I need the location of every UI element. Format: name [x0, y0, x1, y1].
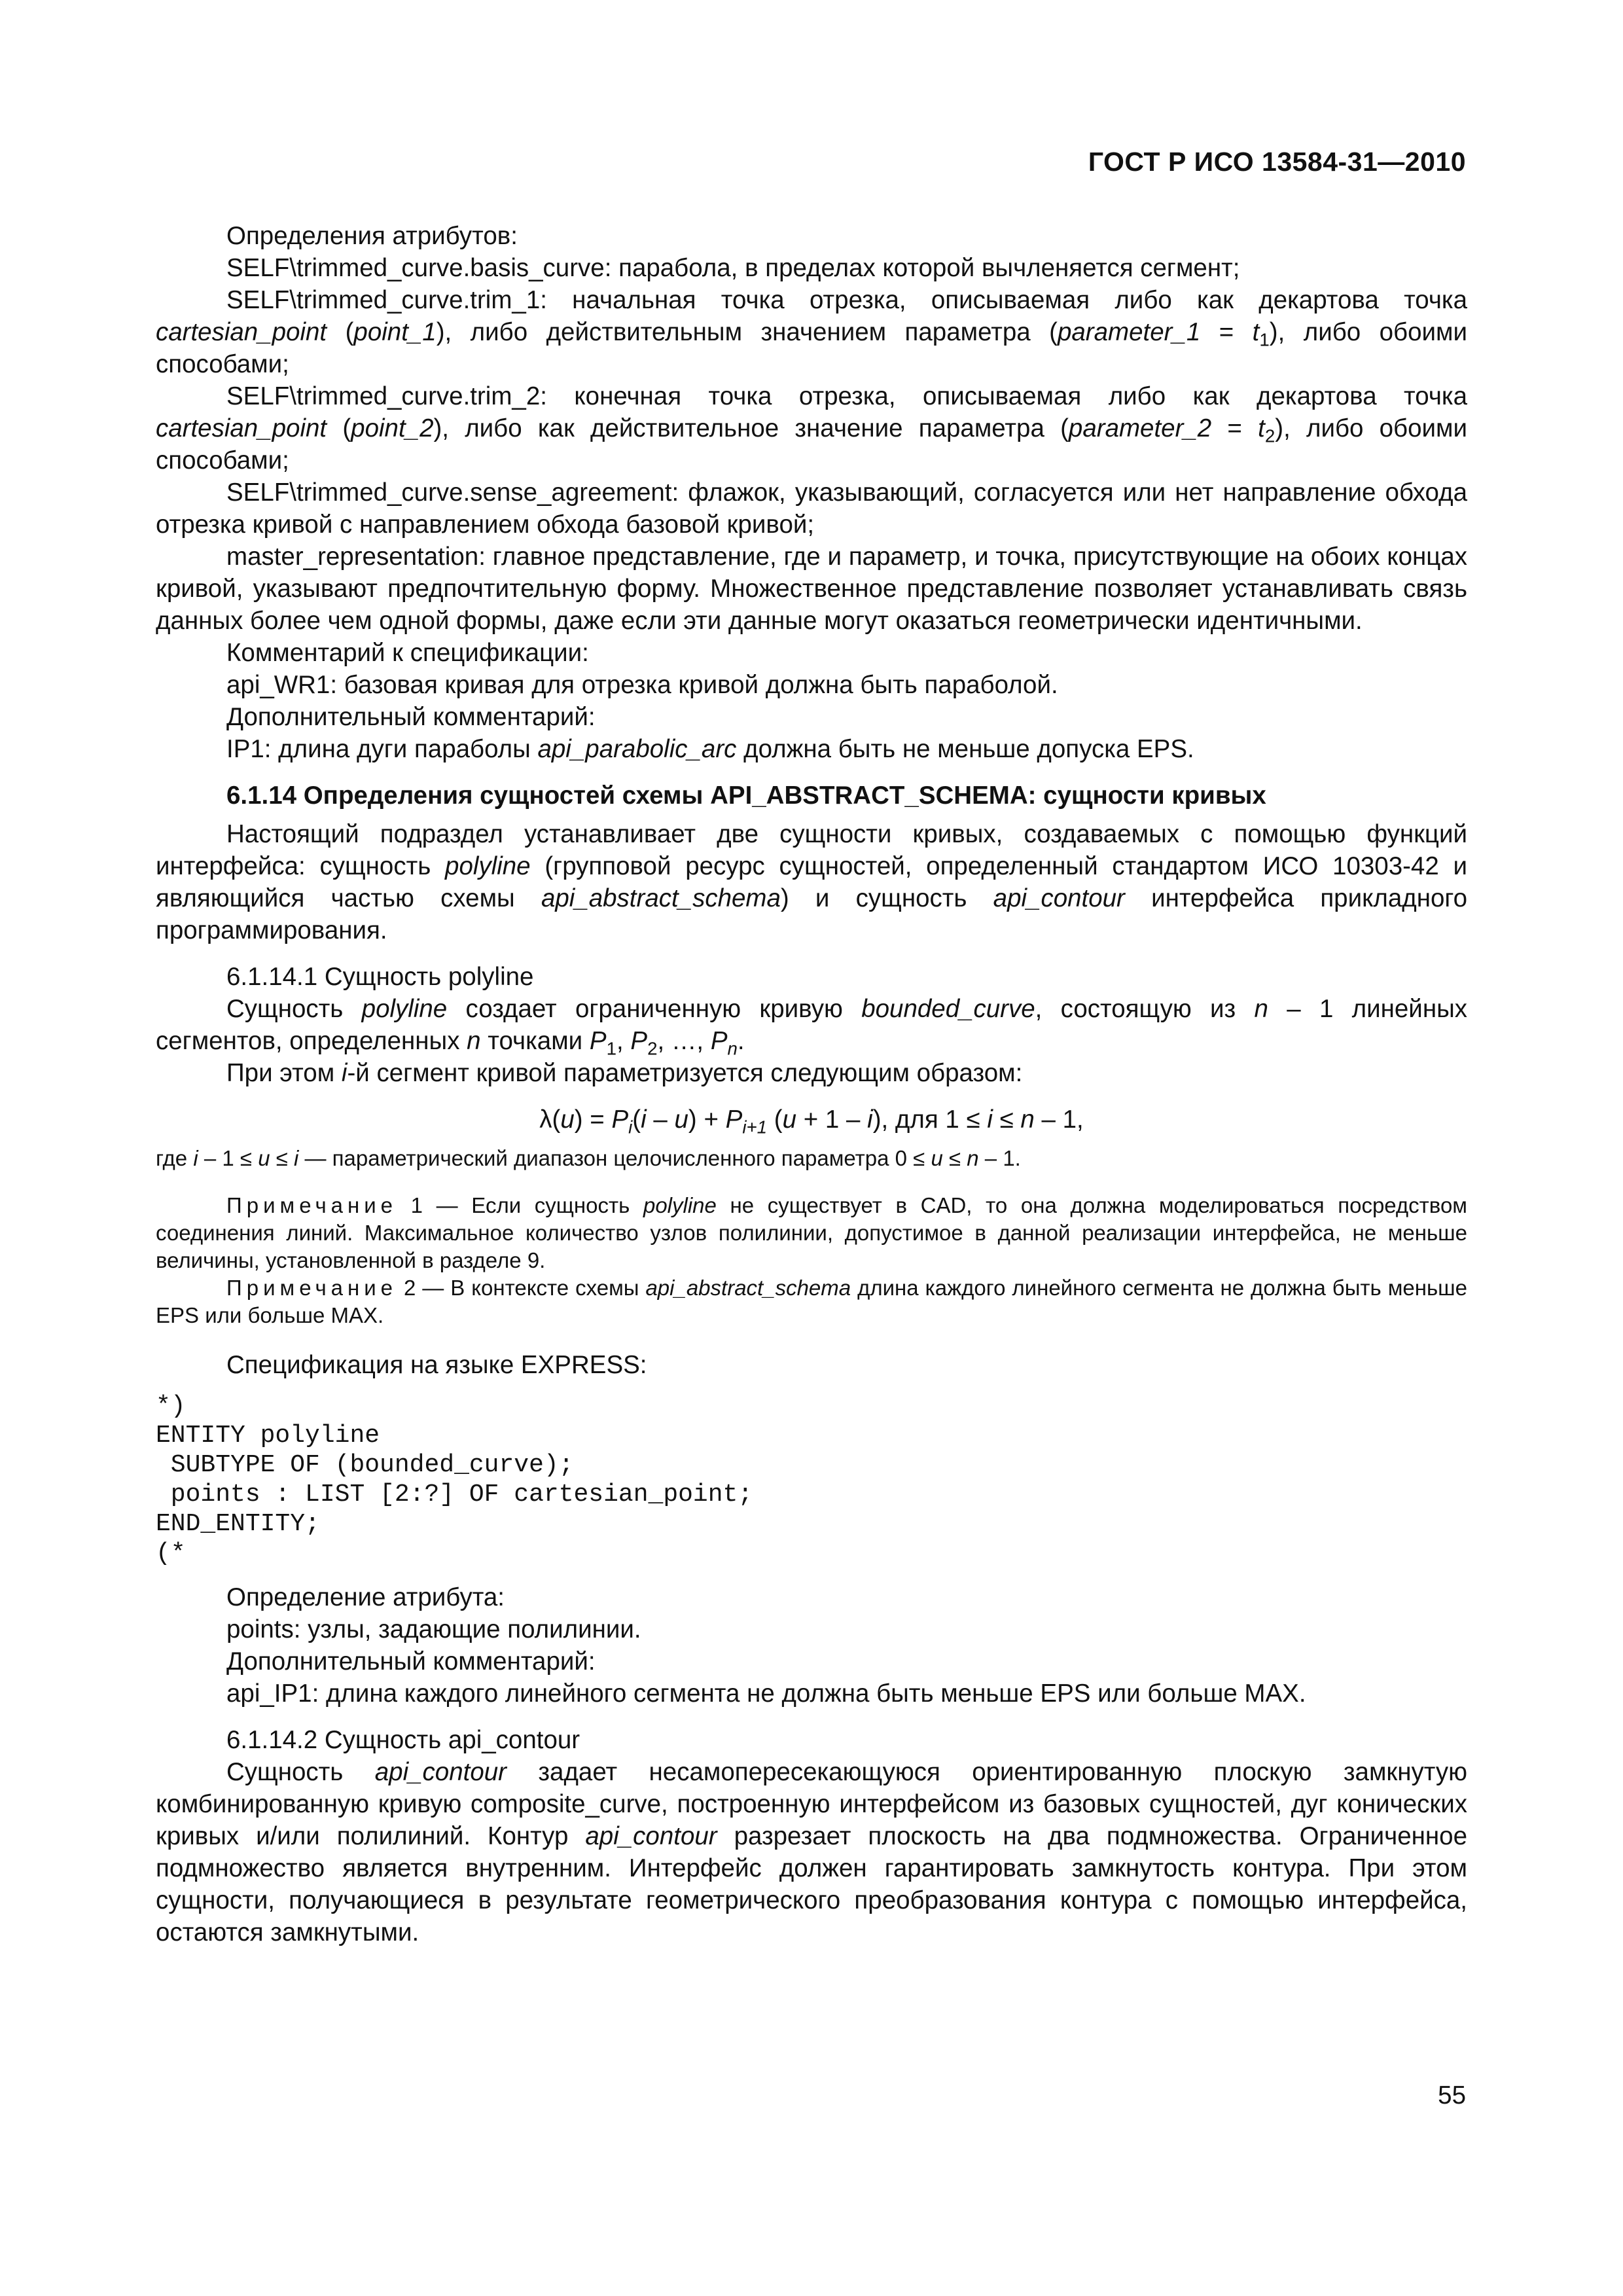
formula-where-clause: где i – 1 ≤ u ≤ i — параметрический диапазон целочисленного параметра 0 ≤ u ≤ n – 1.	[156, 1146, 1021, 1170]
trim1-definition: SELF\trimmed_curve.trim_1: начальная точка отрезка, описываемая либо как декартова точка cartesian_point (point_1), либо действительным значением параметра (parameter_1 = $t_1$), либо обоими способами;	[156, 286, 1467, 378]
segment-formula: $\lambda(u) = P_i(i - u) + P_{i+1}$ (u + 1 – i), для 1 ≤ i ≤ n – 1,	[539, 1105, 1084, 1138]
page-number: 55	[1438, 2081, 1466, 2109]
api-contour-definition: Сущность api_contour задает несамопересекающуюся ориентированную плоскую замкнутую комбинированную кривую composite_curve, построенную интерфейсом из базовых сущностей, дуг конических кривых и/или полилиний. Контур api_contour разрезает плоскость на два подмножества. Ограниченное подмножество является внутренним. Интерфейс должен гарантировать замкнутость контура. При этом сущности, получающиеся в результате геометрического преобразования контура с помощью интерфейса, остаются замкнутыми.	[156, 1758, 1467, 1946]
spec-comment-title: Комментарий к спецификации:	[226, 639, 589, 667]
extra-comment-title-2: Дополнительный комментарий:	[226, 1647, 596, 1676]
trim2-definition: SELF\trimmed_curve.trim_2: конечная точка отрезка, описываемая либо как декартова точка cartesian_point (point_2), либо как действительное значение параметра (parameter_2 = $t_2$), либо обоими способами;	[156, 382, 1467, 475]
wr1-rule: api_WR1: базовая кривая для отрезка кривой должна быть параболой.	[226, 671, 1058, 699]
polyline-definition: Сущность polyline создает ограниченную кривую bounded_curve, состоящую из n – 1 линейных сегментов, определенных n точками $P_1$, $P_2$, …, $P_n$.	[156, 995, 1468, 1059]
standard-header: ГОСТ Р ИСО 13584-31—2010	[1088, 147, 1466, 177]
parametrization-intro: При этом i-й сегмент кривой параметризуется следующим образом:	[226, 1059, 1023, 1087]
api-ip1-rule: api_IP1: длина каждого линейного сегмента не должна быть меньше EPS или больше MAX.	[226, 1679, 1306, 1708]
subsection-heading-polyline: 6.1.14.1 Сущность polyline	[226, 963, 534, 991]
section-intro: Настоящий подраздел устанавливает две сущности кривых, создаваемых с помощью функций интерфейса: сущность polyline (групповой ресурс сущностей, определенный стандартом ИСО 10303-42 и являющийся частью схемы api_abstract_schema) и сущность api_contour интерфейса прикладного программирования.	[156, 820, 1468, 944]
section-heading-6-1-14: 6.1.14 Определения сущностей схемы API_ABSTRACT_SCHEMA: сущности кривых	[226, 781, 1266, 810]
extra-comment-title: Дополнительный комментарий:	[226, 703, 596, 731]
sense-agreement-definition: SELF\trimmed_curve.sense_agreement: флажок, указывающий, согласуется или нет направление обхода отрезка кривой с направлением обхода базовой кривой;	[156, 478, 1467, 539]
ip1-rule: IP1: длина дуги параболы api_parabolic_arc должна быть не меньше допуска EPS.	[226, 735, 1194, 763]
attr-definition-title: Определение атрибута:	[226, 1583, 505, 1611]
master-representation-definition: master_representation: главное представление, где и параметр, и точка, присутствующие на обоих концах кривой, указывают предпочтительную форму. Множественное представление позволяет устанавливать связь данных более чем одной формы, даже если эти данные могут оказаться геометрически идентичными.	[156, 543, 1467, 635]
attr-definitions-title: Определения атрибутов:	[226, 222, 518, 250]
express-code-block: *) ENTITY polyline SUBTYPE OF (bounded_curve); points : LIST [2:?] OF cartesian_point; END_ENTITY; (*	[156, 1392, 753, 1568]
subsection-heading-api-contour: 6.1.14.2 Сущность api_contour	[226, 1726, 580, 1754]
note-1: Примечание 1 — Если сущность polyline не существует в CAD, то она должна моделироваться посредством соединения линий. Максимальное количество узлов полилинии, допустимое в данной реализации интерфейса, не меньше величины, установленной в разделе 9.	[156, 1193, 1467, 1272]
basis-curve-definition: SELF\trimmed_curve.basis_curve: парабола, в пределах которой вычленяется сегмент;	[226, 254, 1240, 282]
page-content	[156, 220, 1467, 1948]
points-definition: points: узлы, задающие полилинии.	[226, 1615, 641, 1643]
note-2: Примечание 2 — В контексте схемы api_abstract_schema длина каждого линейного сегмента не должна быть меньше EPS или больше MAX.	[156, 1276, 1467, 1327]
express-spec-title: Спецификация на языке EXPRESS:	[226, 1351, 647, 1379]
